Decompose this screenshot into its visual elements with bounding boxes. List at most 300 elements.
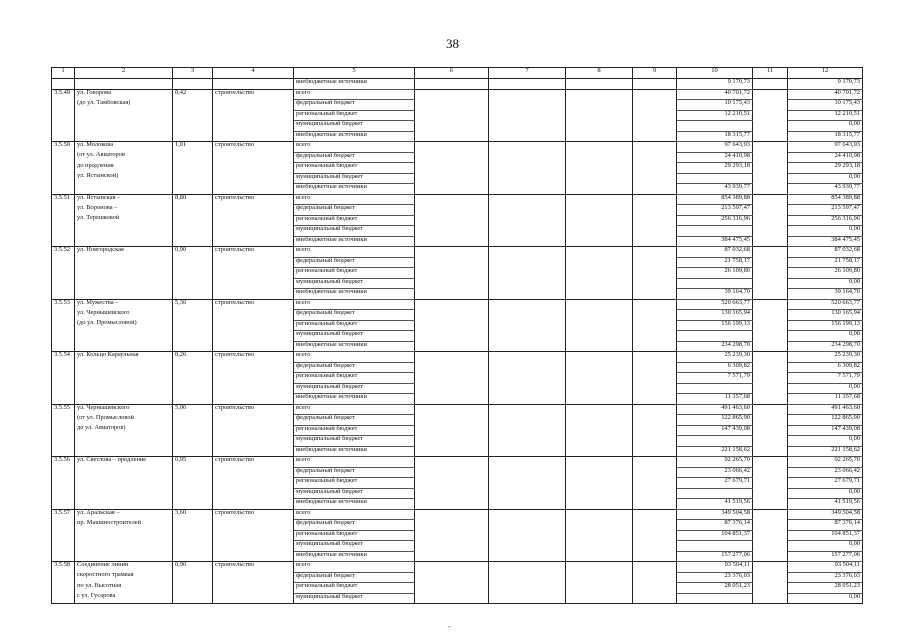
cell-col11 [753, 341, 788, 352]
cell-col10: 130 165,94 [677, 310, 753, 321]
cell-col11 [753, 593, 788, 604]
cell-col6 [415, 457, 489, 468]
cell-col6 [415, 488, 489, 499]
cell-col7 [489, 110, 566, 121]
cell-type: строительство [213, 194, 294, 205]
cell-col7 [489, 142, 566, 153]
cell-col7 [489, 425, 566, 436]
cell-col10: 24 410,98 [677, 152, 753, 163]
cell-code [52, 205, 75, 216]
cell-type [213, 341, 294, 352]
cell-col9 [633, 268, 677, 279]
cell-col10: 234 298,70 [677, 341, 753, 352]
cell-name: ул. Говорова [75, 89, 173, 100]
cell-col10: 491 463,60 [677, 404, 753, 415]
cell-col6 [415, 205, 489, 216]
cell-name [75, 79, 173, 90]
table-row [52, 436, 863, 447]
cell-code [52, 257, 75, 268]
table-row [52, 184, 863, 195]
cell-col9 [633, 425, 677, 436]
cell-code [52, 478, 75, 489]
cell-col10: 41 519,56 [677, 499, 753, 510]
cell-col7 [489, 215, 566, 226]
cell-type [213, 278, 294, 289]
cell-col10: 18 315,77 [677, 131, 753, 142]
cell-col7 [489, 268, 566, 279]
cell-col11 [753, 467, 788, 478]
cell-col7 [489, 551, 566, 562]
cell-type: строительство [213, 404, 294, 415]
column-header-11: 11 [753, 68, 788, 79]
cell-name [75, 268, 173, 279]
cell-col6 [415, 572, 489, 583]
cell-type [213, 100, 294, 111]
cell-type [213, 236, 294, 247]
cell-col6 [415, 436, 489, 447]
cell-col9 [633, 383, 677, 394]
cell-col8 [566, 499, 633, 510]
cell-col9 [633, 152, 677, 163]
cell-col7 [489, 499, 566, 510]
cell-col7 [489, 79, 566, 90]
header-row [52, 68, 863, 79]
cell-type [213, 425, 294, 436]
cell-col11 [753, 236, 788, 247]
table-row [52, 257, 863, 268]
cell-length [173, 551, 213, 562]
cell-col8 [566, 436, 633, 447]
cell-col12: 384 475,45 [788, 236, 863, 247]
cell-type [213, 530, 294, 541]
column-header-12: 12 [788, 68, 863, 79]
cell-col8 [566, 352, 633, 363]
cell-col8 [566, 268, 633, 279]
cell-col10: 7 571,79 [677, 373, 753, 384]
cell-name: (от ул. Промысловой [75, 415, 173, 426]
cell-col9 [633, 89, 677, 100]
cell-code [52, 520, 75, 531]
cell-code [52, 593, 75, 604]
cell-col6 [415, 383, 489, 394]
cell-length [173, 436, 213, 447]
cell-source: федеральный бюджет [294, 310, 415, 321]
cell-col11 [753, 488, 788, 499]
cell-source: всего [294, 509, 415, 520]
cell-col9 [633, 362, 677, 373]
cell-col6 [415, 373, 489, 384]
cell-col7 [489, 310, 566, 321]
cell-col10: 147 439,08 [677, 425, 753, 436]
cell-name [75, 541, 173, 552]
cell-col11 [753, 530, 788, 541]
cell-col11 [753, 499, 788, 510]
cell-length [173, 268, 213, 279]
cell-col12: 0,00 [788, 278, 863, 289]
cell-col8 [566, 583, 633, 594]
cell-code [52, 331, 75, 342]
cell-col7 [489, 467, 566, 478]
cell-col7 [489, 541, 566, 552]
cell-col6 [415, 89, 489, 100]
cell-code: 3.5.54 [52, 352, 75, 363]
cell-col10: 40 701,72 [677, 89, 753, 100]
cell-source: региональный бюджет [294, 583, 415, 594]
cell-col6 [415, 341, 489, 352]
cell-col6 [415, 163, 489, 174]
cell-col7 [489, 436, 566, 447]
cell-type [213, 373, 294, 384]
cell-name [75, 373, 173, 384]
cell-col8 [566, 131, 633, 142]
table-row [52, 572, 863, 583]
cell-col11 [753, 194, 788, 205]
cell-col8 [566, 520, 633, 531]
cell-type [213, 215, 294, 226]
cell-length [173, 257, 213, 268]
cell-col11 [753, 446, 788, 457]
cell-source: региональный бюджет [294, 163, 415, 174]
cell-length [173, 236, 213, 247]
cell-col9 [633, 446, 677, 457]
cell-type [213, 205, 294, 216]
cell-col8 [566, 247, 633, 258]
cell-code [52, 551, 75, 562]
cell-col8 [566, 331, 633, 342]
cell-length [173, 310, 213, 321]
cell-col12: 23 376,03 [788, 572, 863, 583]
cell-col10: 23 066,42 [677, 467, 753, 478]
cell-col11 [753, 436, 788, 447]
cell-type [213, 415, 294, 426]
cell-col11 [753, 100, 788, 111]
cell-col8 [566, 226, 633, 237]
cell-col10 [677, 226, 753, 237]
cell-col8 [566, 562, 633, 573]
cell-col9 [633, 530, 677, 541]
cell-col12: 349 504,58 [788, 509, 863, 520]
cell-col11 [753, 142, 788, 153]
cell-col12: 12 210,51 [788, 110, 863, 121]
cell-col6 [415, 121, 489, 132]
cell-col8 [566, 299, 633, 310]
cell-source: федеральный бюджет [294, 520, 415, 531]
cell-col12: 24 410,98 [788, 152, 863, 163]
cell-col12: 39 164,70 [788, 289, 863, 300]
cell-name [75, 478, 173, 489]
cell-col6 [415, 236, 489, 247]
cell-type [213, 110, 294, 121]
cell-col6 [415, 509, 489, 520]
cell-code [52, 383, 75, 394]
cell-col9 [633, 79, 677, 90]
cell-source: региональный бюджет [294, 373, 415, 384]
cell-type [213, 436, 294, 447]
cell-length: 5,36 [173, 299, 213, 310]
cell-col11 [753, 415, 788, 426]
cell-col11 [753, 184, 788, 195]
cell-code [52, 341, 75, 352]
cell-col10: 12 210,51 [677, 110, 753, 121]
cell-type [213, 152, 294, 163]
cell-col7 [489, 520, 566, 531]
cell-col6 [415, 499, 489, 510]
cell-code [52, 310, 75, 321]
cell-source: федеральный бюджет [294, 572, 415, 583]
cell-col9 [633, 173, 677, 184]
cell-col8 [566, 110, 633, 121]
cell-col12: 97 643,93 [788, 142, 863, 153]
table-row [52, 268, 863, 279]
cell-col8 [566, 394, 633, 405]
cell-name: ул. Аральская – [75, 509, 173, 520]
cell-col9 [633, 373, 677, 384]
cell-source: региональный бюджет [294, 530, 415, 541]
cell-col11 [753, 551, 788, 562]
cell-col6 [415, 352, 489, 363]
cell-code [52, 110, 75, 121]
cell-length [173, 383, 213, 394]
table-row [52, 362, 863, 373]
cell-col8 [566, 257, 633, 268]
cell-name [75, 278, 173, 289]
cell-source: внебюджетные источники [294, 551, 415, 562]
cell-type [213, 331, 294, 342]
cell-col10 [677, 541, 753, 552]
cell-col7 [489, 184, 566, 195]
cell-col9 [633, 352, 677, 363]
cell-name: Соединение линии [75, 562, 173, 573]
table-row [52, 100, 863, 111]
cell-col7 [489, 121, 566, 132]
cell-col12: 41 519,56 [788, 499, 863, 510]
cell-name [75, 446, 173, 457]
cell-code [52, 215, 75, 226]
cell-length: 3,60 [173, 509, 213, 520]
cell-length [173, 289, 213, 300]
cell-col10: 10 175,43 [677, 100, 753, 111]
cell-length [173, 331, 213, 342]
cell-col8 [566, 205, 633, 216]
cell-type [213, 320, 294, 331]
table-body [52, 79, 863, 604]
cell-col8 [566, 236, 633, 247]
cell-col9 [633, 499, 677, 510]
cell-col6 [415, 184, 489, 195]
cell-source: региональный бюджет [294, 425, 415, 436]
cell-code: 3.5.51 [52, 194, 75, 205]
cell-col6 [415, 404, 489, 415]
cell-col6 [415, 173, 489, 184]
cell-type: строительство [213, 562, 294, 573]
cell-source: федеральный бюджет [294, 205, 415, 216]
cell-source: всего [294, 89, 415, 100]
cell-col9 [633, 551, 677, 562]
cell-length [173, 415, 213, 426]
cell-col11 [753, 572, 788, 583]
cell-col6 [415, 593, 489, 604]
table-row [52, 509, 863, 520]
cell-col12: 0,00 [788, 436, 863, 447]
cell-col11 [753, 226, 788, 237]
column-header-7: 7 [489, 68, 566, 79]
table-row [52, 530, 863, 541]
table-row [52, 383, 863, 394]
cell-col12: 213 597,47 [788, 205, 863, 216]
cell-col12: 156 199,13 [788, 320, 863, 331]
cell-type [213, 541, 294, 552]
cell-source: региональный бюджет [294, 110, 415, 121]
cell-col11 [753, 247, 788, 258]
cell-col7 [489, 415, 566, 426]
cell-col9 [633, 404, 677, 415]
cell-code [52, 583, 75, 594]
column-header-9: 9 [633, 68, 677, 79]
cell-col11 [753, 173, 788, 184]
cell-col11 [753, 152, 788, 163]
cell-col12: 40 701,72 [788, 89, 863, 100]
cell-col7 [489, 163, 566, 174]
cell-col10: 21 758,17 [677, 257, 753, 268]
cell-type [213, 310, 294, 321]
cell-code [52, 320, 75, 331]
cell-type [213, 173, 294, 184]
cell-col12: 234 298,70 [788, 341, 863, 352]
cell-col12: 520 663,77 [788, 299, 863, 310]
cell-name: (от ул. Авиаторов [75, 152, 173, 163]
cell-col12: 11 357,68 [788, 394, 863, 405]
cell-col8 [566, 467, 633, 478]
cell-code [52, 467, 75, 478]
cell-name: ул. Новгородская [75, 247, 173, 258]
cell-type: строительство [213, 142, 294, 153]
cell-col7 [489, 100, 566, 111]
table-row [52, 320, 863, 331]
cell-col10: 384 475,45 [677, 236, 753, 247]
cell-col9 [633, 215, 677, 226]
cell-col9 [633, 331, 677, 342]
cell-code: 3.5.52 [52, 247, 75, 258]
cell-col12: 87 376,14 [788, 520, 863, 531]
cell-name [75, 236, 173, 247]
cell-code [52, 530, 75, 541]
cell-col9 [633, 593, 677, 604]
cell-col6 [415, 100, 489, 111]
cell-name [75, 488, 173, 499]
cell-type [213, 551, 294, 562]
cell-code [52, 394, 75, 405]
cell-length [173, 467, 213, 478]
cell-type [213, 362, 294, 373]
cell-col12: 29 293,18 [788, 163, 863, 174]
cell-col6 [415, 425, 489, 436]
table-row [52, 404, 863, 415]
cell-code [52, 173, 75, 184]
cell-col10 [677, 278, 753, 289]
cell-length [173, 205, 213, 216]
cell-col6 [415, 320, 489, 331]
cell-col9 [633, 278, 677, 289]
column-header-6: 6 [415, 68, 489, 79]
cell-col11 [753, 289, 788, 300]
cell-col12: 18 315,77 [788, 131, 863, 142]
cell-col8 [566, 530, 633, 541]
cell-col9 [633, 163, 677, 174]
cell-col7 [489, 194, 566, 205]
cell-name [75, 121, 173, 132]
table-row [52, 593, 863, 604]
cell-col12: 7 571,79 [788, 373, 863, 384]
cell-name [75, 383, 173, 394]
cell-length [173, 394, 213, 405]
table-row [52, 331, 863, 342]
cell-col8 [566, 121, 633, 132]
cell-col10: 11 357,68 [677, 394, 753, 405]
cell-source: всего [294, 404, 415, 415]
cell-col11 [753, 215, 788, 226]
cell-col7 [489, 562, 566, 573]
cell-source: муниципальный бюджет [294, 173, 415, 184]
cell-col9 [633, 320, 677, 331]
cell-col10: 29 293,18 [677, 163, 753, 174]
cell-code [52, 541, 75, 552]
cell-col10: 87 032,68 [677, 247, 753, 258]
cell-col12: 28 051,23 [788, 583, 863, 594]
cell-name [75, 499, 173, 510]
cell-code [52, 373, 75, 384]
cell-name: скоростного трамвая [75, 572, 173, 583]
cell-col7 [489, 394, 566, 405]
cell-type [213, 593, 294, 604]
cell-col9 [633, 110, 677, 121]
cell-col10: 221 158,62 [677, 446, 753, 457]
cell-col10: 28 051,23 [677, 583, 753, 594]
cell-name [75, 184, 173, 195]
cell-type [213, 467, 294, 478]
cell-col8 [566, 163, 633, 174]
cell-col12: 23 066,42 [788, 467, 863, 478]
cell-col11 [753, 257, 788, 268]
cell-code [52, 436, 75, 447]
cell-length [173, 152, 213, 163]
cell-type [213, 583, 294, 594]
table-row [52, 121, 863, 132]
cell-col11 [753, 509, 788, 520]
cell-col8 [566, 194, 633, 205]
cell-col12: 0,00 [788, 541, 863, 552]
cell-source: внебюджетные источники [294, 341, 415, 352]
cell-col8 [566, 100, 633, 111]
cell-type [213, 383, 294, 394]
cell-col8 [566, 79, 633, 90]
cell-col6 [415, 299, 489, 310]
cell-length [173, 110, 213, 121]
cell-code [52, 184, 75, 195]
cell-source: региональный бюджет [294, 320, 415, 331]
cell-name [75, 226, 173, 237]
cell-type [213, 572, 294, 583]
cell-col7 [489, 320, 566, 331]
cell-col11 [753, 352, 788, 363]
table-row [52, 520, 863, 531]
cell-source: федеральный бюджет [294, 100, 415, 111]
cell-col9 [633, 572, 677, 583]
cell-col10: 43 939,77 [677, 184, 753, 195]
cell-name: ул. Молокова [75, 142, 173, 153]
cell-col7 [489, 583, 566, 594]
table-row [52, 341, 863, 352]
cell-col12: 93 504,11 [788, 562, 863, 573]
